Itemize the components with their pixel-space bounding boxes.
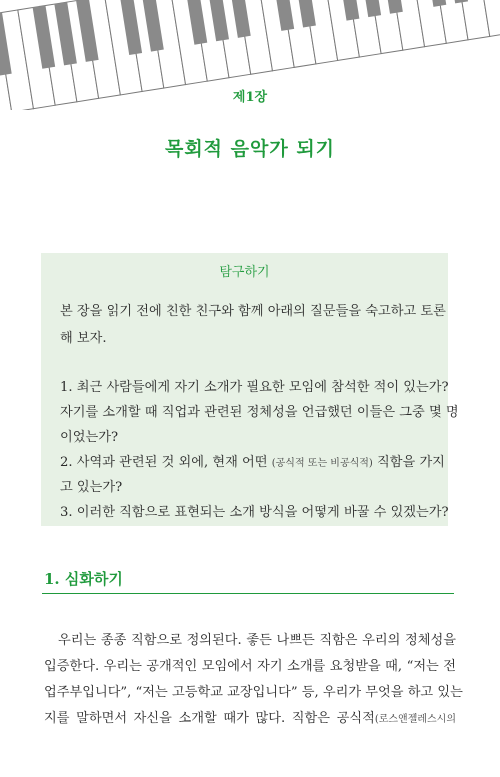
question-3-line: 3. 이러한 직함으로 표현되는 소개 방식을 어떻게 바꿀 수 있겠는가? — [60, 505, 449, 520]
inquiry-box-title: 탐구하기 — [219, 265, 270, 280]
chapter-title: 목회적 음악가 되기 — [164, 138, 336, 160]
chapter-label: 제1장 — [232, 90, 268, 105]
question-2-line — [60, 451, 445, 470]
paragraph-line: 입증한다. 우리는 공개적인 모임에서 자기 소개를 요청받을 때, “저는 전 — [44, 659, 456, 674]
paragraph-line: 우리는 종종 직함으로 정의된다. 좋든 나쁘든 직함은 우리의 정체성을 — [58, 633, 456, 648]
question-1-line: 이었는가? — [60, 430, 119, 445]
inquiry-box — [41, 253, 459, 526]
intro-line: 본 장을 읽기 전에 친한 친구와 함께 아래의 질문들을 숙고하고 토론 — [60, 304, 446, 319]
question-2-text-end: 직함을 가지 — [372, 455, 445, 470]
paragraph-text: 지를 말하면서 자신을 소개할 때가 많다. 직함은 공식적 — [44, 711, 375, 726]
question-2-line: 고 있는가? — [60, 480, 123, 495]
section-divider — [42, 593, 454, 594]
paragraph-line: 업주부입니다”, “저는 고등학교 교장입니다” 등, 우리가 무엇을 하고 있는 — [44, 685, 463, 700]
question-2-note: (공식적 또는 비공식적) — [271, 458, 373, 469]
question-1-line: 자기를 소개할 때 직업과 관련된 정체성을 언급했던 이들은 그중 몇 명 — [60, 405, 459, 420]
section-heading: 1. 심화하기 — [44, 570, 123, 588]
intro-line: 해 보자. — [60, 331, 107, 346]
paragraph-line — [44, 707, 456, 726]
paragraph-note: (로스앤젤레스시의 — [374, 714, 456, 725]
question-1-line: 1. 최근 사람들에게 자기 소개가 필요한 모임에 참석한 적이 있는가? — [60, 380, 449, 395]
question-2-text: 2. 사역과 관련된 것 외에, 현재 어떤 — [60, 455, 272, 470]
